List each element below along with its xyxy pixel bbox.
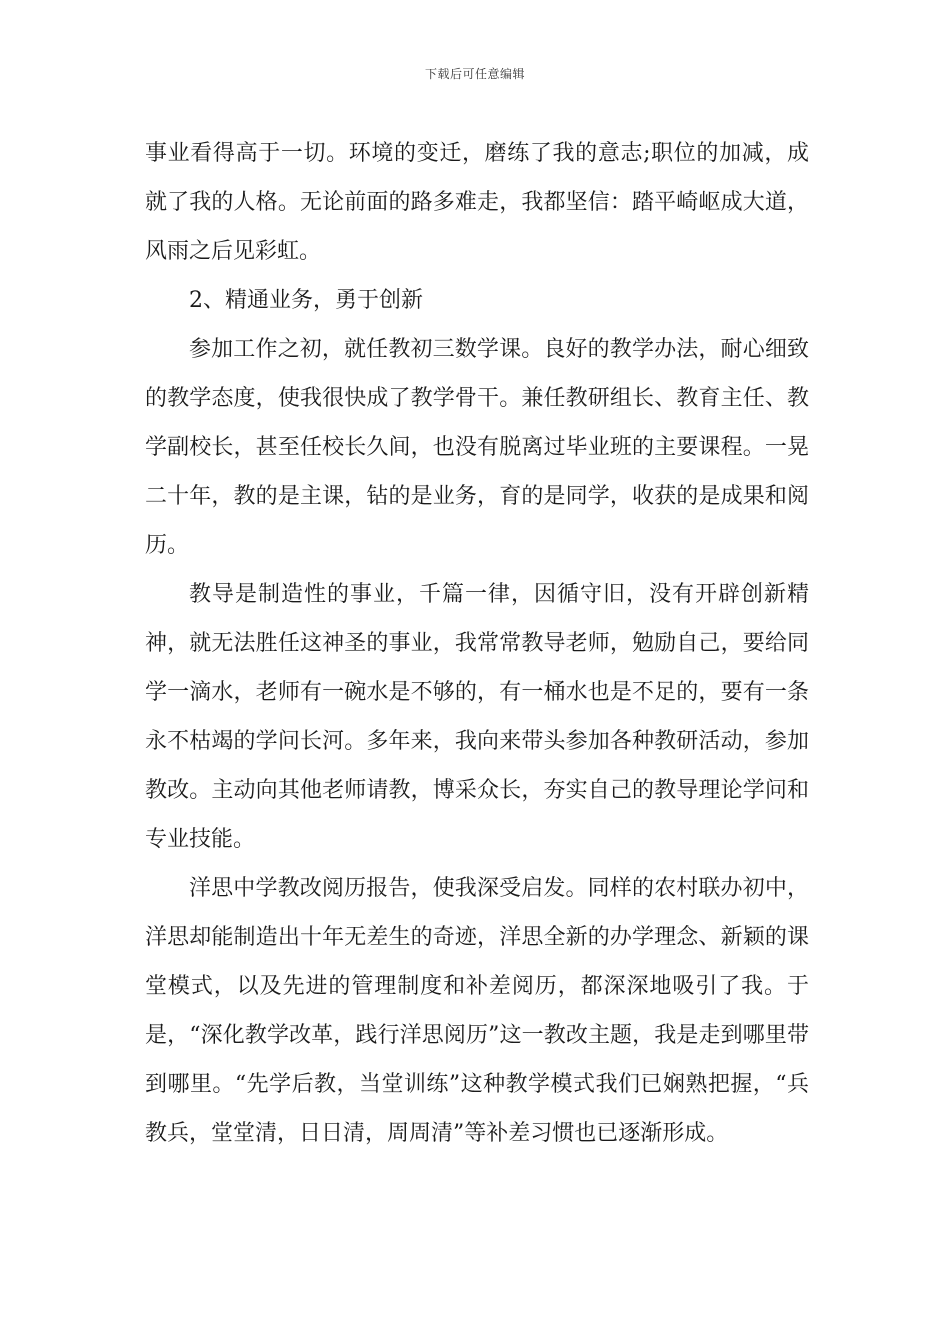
- paragraph-4: 洋思中学教改阅历报告，使我深受启发。同样的农村联办初中，洋思却能制造出十年无差生的奇迹，洋思全新的办学理念、新颖的课堂模式，以及先进的管理制度和补差阅历，都深深地吸引了我。于是，“深化教学改革，践行洋思阅历”这一教改主题，我是走到哪里带到哪里。“先学后教，当堂训练”这种教学模式我们已娴熟把握，“兵教兵，堂堂清，日日清，周周清”等补差习惯也已逐渐形成。: [145, 876, 809, 1146]
- paragraph-1: 事业看得高于一切。环境的变迁，磨练了我的意志;职位的加减，成就了我的人格。无论前面的路多难走，我都坚信：踏平崎岖成大道，风雨之后见彩虹。: [145, 141, 809, 264]
- page-header-note: 下载后可任意编辑: [424, 67, 525, 81]
- paragraph-3: 教导是制造性的事业，千篇一律，因循守旧，没有开辟创新精神，就无法胜任这神圣的事业，我常常教导老师，勉励自己，要给同学一滴水，老师有一碗水是不够的，有一桶水也是不足的，要有一条永不枯竭的学问长河。多年来，我向来带头参加各种教研活动，参加教改。主动向其他老师请教，博采众长，夯实自己的教导理论学问和专业技能。: [145, 582, 809, 852]
- section-heading: 2、精通业务，勇于创新: [189, 288, 423, 313]
- paragraph-2: 参加工作之初，就任教初三数学课。良好的教学办法，耐心细致的教学态度，使我很快成了教学骨干。兼任教研组长、教育主任、教学副校长，甚至任校长久间，也没有脱离过毕业班的主要课程。一晃二十年，教的是主课，钻的是业务，育的是同学，收获的是成果和阅历。: [145, 337, 809, 558]
- document-body: [145, 129, 809, 1158]
